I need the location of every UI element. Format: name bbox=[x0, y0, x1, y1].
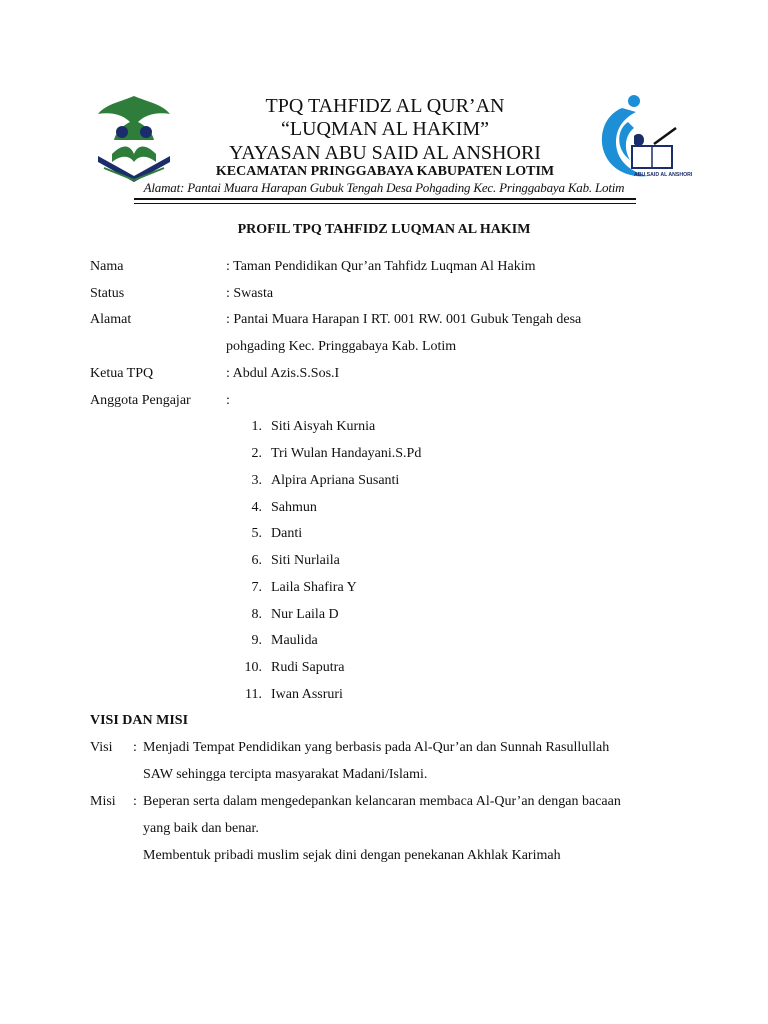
list-item-number: 2. bbox=[251, 446, 262, 461]
list-item-number: 7. bbox=[251, 580, 262, 595]
misi-colon: : bbox=[133, 794, 137, 809]
visi-label: Visi bbox=[90, 740, 113, 755]
ketua-value: : Abdul Azis.S.Sos.I bbox=[226, 366, 340, 381]
visi-text-line-2: SAW sehingga tercipta masyarakat Madani/Islami. bbox=[143, 767, 428, 782]
list-item-number: 1. bbox=[251, 419, 262, 434]
list-item: Sahmun bbox=[271, 500, 317, 515]
status-value: : Swasta bbox=[226, 286, 274, 301]
letterhead-line-4: KECAMATAN PRINGGABAYA KABUPATEN LOTIM bbox=[215, 164, 555, 179]
misi-label: Misi bbox=[90, 794, 116, 809]
list-item-number: 3. bbox=[251, 473, 262, 488]
list-item: Rudi Saputra bbox=[271, 660, 345, 675]
alamat-value-line-2: pohgading Kec. Pringgabaya Kab. Lotim bbox=[226, 339, 457, 354]
nama-label: Nama bbox=[90, 259, 124, 274]
right-logo-text: ABU SAID AL ANSHORI bbox=[634, 172, 693, 178]
letterhead-address: Alamat: Pantai Muara Harapan Gubuk Tengah Desa Pohgading Kec. Pringgabaya Kab. Lotim bbox=[143, 180, 625, 195]
list-item: Nur Laila D bbox=[271, 607, 339, 622]
anggota-label: Anggota Pengajar bbox=[90, 393, 191, 408]
letterhead-line-2: “LUQMAN AL HAKIM” bbox=[280, 118, 490, 140]
ketua-label: Ketua TPQ bbox=[90, 366, 154, 381]
list-item: Danti bbox=[271, 526, 303, 541]
alamat-label: Alamat bbox=[90, 312, 132, 327]
list-item-number: 10. bbox=[244, 660, 262, 675]
list-item-number: 9. bbox=[251, 633, 262, 648]
list-item-number: 4. bbox=[251, 500, 262, 515]
letterhead-line-3: YAYASAN ABU SAID AL ANSHORI bbox=[229, 142, 541, 164]
list-item-number: 8. bbox=[251, 607, 262, 622]
list-item: Alpira Apriana Susanti bbox=[271, 473, 400, 488]
list-item: Iwan Assruri bbox=[271, 687, 343, 702]
list-item: Laila Shafira Y bbox=[271, 580, 357, 595]
list-item-number: 6. bbox=[251, 553, 262, 568]
misi-text-line-1: Beperan serta dalam mengedepankan kelancaran membaca Al-Qur’an dengan bacaan bbox=[143, 794, 621, 809]
misi-text-line-3: Membentuk pribadi muslim sejak dini dengan penekanan Akhlak Karimah bbox=[143, 848, 561, 863]
list-item-number: 11. bbox=[245, 687, 262, 702]
visi-text-line-1: Menjadi Tempat Pendidikan yang berbasis pada Al-Qur’an dan Sunnah Rasullullah bbox=[143, 740, 610, 755]
list-item-number: 5. bbox=[251, 526, 262, 541]
list-item: Maulida bbox=[271, 633, 318, 648]
document-title: PROFIL TPQ TAHFIDZ LUQMAN AL HAKIM bbox=[237, 222, 531, 237]
alamat-value-line-1: : Pantai Muara Harapan I RT. 001 RW. 001 Gubuk Tengah desa bbox=[226, 312, 582, 327]
visi-colon: : bbox=[133, 740, 137, 755]
yayasan-abu-said-logo bbox=[594, 92, 693, 180]
letterhead-divider-thick bbox=[134, 198, 636, 200]
nama-value: : Taman Pendidikan Qur’an Tahfidz Luqman Al Hakim bbox=[226, 259, 536, 274]
anggota-value: : bbox=[226, 393, 230, 408]
misi-text-line-2: yang baik dan benar. bbox=[143, 821, 259, 836]
list-item: Siti Aisyah Kurnia bbox=[271, 419, 376, 434]
visi-misi-heading: VISI DAN MISI bbox=[90, 713, 189, 728]
list-item: Siti Nurlaila bbox=[271, 553, 340, 568]
tpq-emblem-logo bbox=[88, 92, 180, 184]
status-label: Status bbox=[90, 286, 125, 301]
list-item: Tri Wulan Handayani.S.Pd bbox=[271, 446, 422, 461]
letterhead-line-1: TPQ TAHFIDZ AL QUR’AN bbox=[265, 95, 505, 117]
letterhead-divider-thin bbox=[134, 203, 636, 204]
